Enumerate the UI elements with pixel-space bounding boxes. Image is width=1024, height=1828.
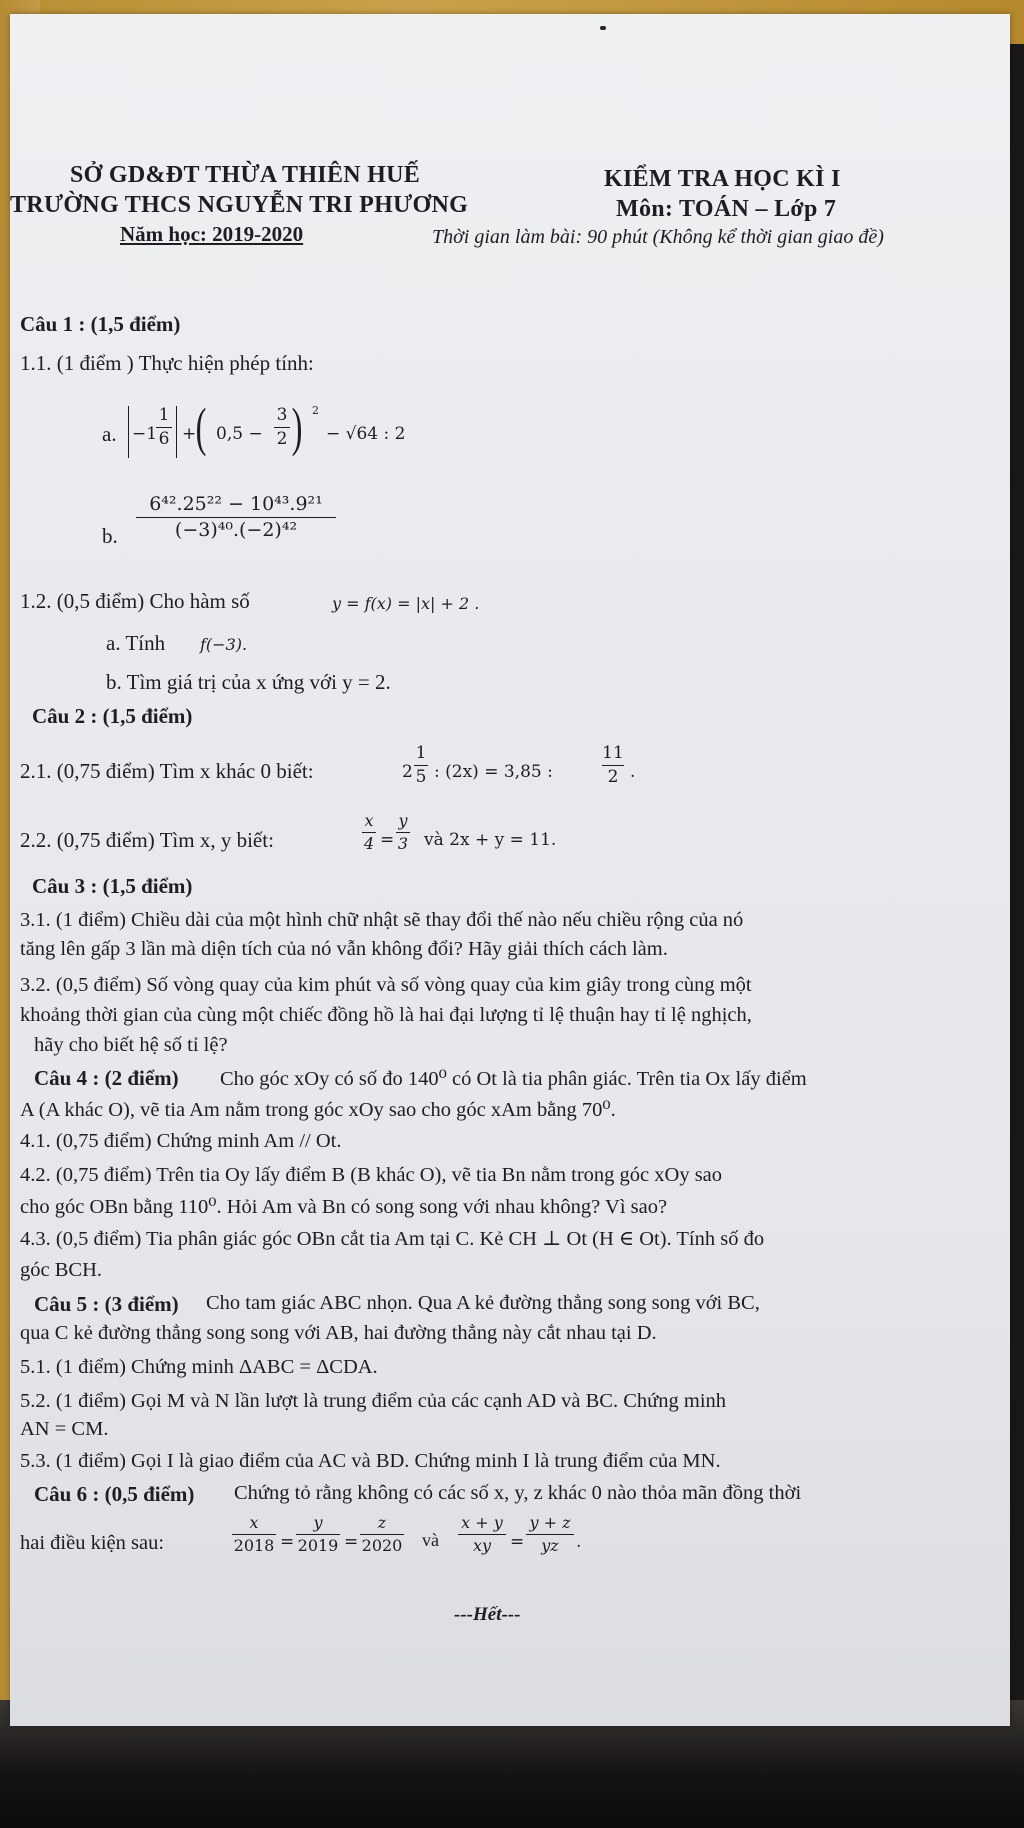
q1a-plus: +: [182, 424, 197, 444]
q6-eq1: =: [280, 1532, 295, 1552]
q6-frac3-den: 2020: [361, 1535, 403, 1555]
q2-part2: 2.2. (0,75 điểm) Tìm x, y biết:: [20, 828, 274, 852]
q2-part2-end: và 2x + y = 11.: [424, 830, 557, 850]
frac-bar: [362, 832, 376, 833]
q2-part1-int: 2: [402, 762, 413, 782]
q3-line4: khoảng thời gian của cùng một chiếc đồng hồ là hai đại lượng tỉ lệ thuận hay tỉ lệ nghịch,: [20, 1004, 752, 1026]
q2-part1-frac2-den: 2: [607, 766, 619, 787]
q1-part2: 1.2. (0,5 điểm) Cho hàm số: [20, 589, 250, 613]
q5-line2: qua C kẻ đường thẳng song song với AB, hai đường thẳng này cắt nhau tại D.: [20, 1322, 657, 1344]
q3-line1: 3.1. (1 điểm) Chiều dài của một hình chữ nhật sẽ thay đổi thế nào nếu chiều rộng của nó: [20, 909, 744, 931]
q5-line1: Cho tam giác ABC nhọn. Qua A kẻ đường thẳng song song với BC,: [206, 1292, 760, 1314]
q5-title: Câu 5 : (3 điểm): [34, 1292, 179, 1316]
q2-part2-frac2-den: 3: [397, 833, 409, 853]
q6-frac4: [458, 1514, 506, 1554]
frac-bar: [458, 1534, 506, 1535]
q6-frac1-num: x: [249, 1513, 259, 1532]
school-year: Năm học: 2019-2020: [120, 222, 304, 246]
q4-line4: 4.2. (0,75 điểm) Trên tia Oy lấy điểm B (B khác O), vẽ tia Bn nằm trong góc xOy sao: [20, 1164, 723, 1186]
q2-part1-end: .: [630, 762, 636, 782]
frac-bar: [156, 427, 172, 428]
q2-part1-frac-den: 5: [415, 766, 427, 787]
q1-part1: 1.1. (1 điểm ) Thực hiện phép tính:: [20, 351, 314, 375]
q1a-inner: 0,5 −: [216, 424, 263, 444]
q4-line5: cho góc OBn bằng 110⁰. Hỏi Am và Bn có song song với nhau không? Vì sao?: [20, 1196, 668, 1218]
q1b-label: b.: [102, 524, 118, 548]
q1a-frac2-den: 2: [276, 428, 288, 449]
q2-part1-frac: [414, 744, 428, 786]
q2-part2-eq: =: [380, 830, 395, 850]
q1a-label: a.: [102, 422, 117, 446]
q5-line3: 5.1. (1 điểm) Chứng minh ΔABC = ΔCDA.: [20, 1356, 378, 1378]
paren-open: (: [195, 397, 207, 457]
frac-bar: [136, 517, 336, 518]
abs-bar-right: [176, 406, 177, 458]
q1a-int: −1: [132, 424, 158, 444]
q6-end: .: [576, 1532, 582, 1552]
q4-line3: 4.1. (0,75 điểm) Chứng minh Am // Ot.: [20, 1130, 342, 1152]
abs-bar-left: [128, 406, 129, 458]
q6-title: Câu 6 : (0,5 điểm): [34, 1482, 195, 1506]
q2-part1-frac2: [602, 744, 624, 786]
paper-speck: [600, 26, 606, 30]
q6-frac4-den: xy: [472, 1535, 492, 1555]
q1a-frac-num: 1: [158, 405, 170, 425]
q6-frac5-den: yz: [541, 1535, 559, 1555]
q1b-num: 6⁴².25²² − 10⁴³.9²¹: [149, 493, 323, 515]
frac-bar: [396, 832, 410, 833]
exam-paper: [10, 14, 1010, 1726]
q1a-frac: [156, 406, 172, 448]
q1-part2a: a. Tính: [106, 631, 166, 655]
q1-part2-math: y = f(x) = |x| + 2 .: [332, 594, 480, 613]
q6-frac1: [232, 1514, 276, 1554]
q6-frac2-num: y: [313, 1513, 323, 1532]
school-name: TRƯỜNG THCS NGUYỄN TRI PHƯƠNG: [10, 192, 469, 218]
time-note: Thời gian làm bài: 90 phút (Không kể thời gian giao đề): [432, 226, 884, 248]
q4-line6: 4.3. (0,5 điểm) Tia phân giác góc OBn cắt tia Am tại C. Kẻ CH ⊥ Ot (H ∈ Ot). Tính số đo: [20, 1228, 765, 1250]
department-name: SỞ GD&ĐT THỪA THIÊN HUẾ: [70, 162, 421, 188]
q1a-frac2: [274, 406, 290, 448]
q2-part1-frac-num: 1: [415, 743, 427, 763]
frac-bar: [526, 1534, 574, 1535]
q6-frac2: [296, 1514, 340, 1554]
q6-frac4-num: x + y: [461, 1513, 503, 1532]
q4-title: Câu 4 : (2 điểm): [34, 1066, 179, 1090]
q2-part1-mid: : (2x) = 3,85 :: [434, 762, 553, 782]
q1a-frac-den: 6: [158, 428, 170, 449]
q2-part1-frac2-num: 11: [602, 743, 624, 763]
end-marker: ---Hết---: [454, 1604, 521, 1625]
q6-frac3: [360, 1514, 404, 1554]
q2-title: Câu 2 : (1,5 điểm): [32, 704, 193, 728]
q6-eq3: =: [510, 1532, 525, 1552]
q2-part2-frac2-num: y: [398, 811, 408, 830]
q2-part2-frac1: [362, 812, 376, 852]
q6-frac2-den: 2019: [297, 1535, 339, 1555]
q6-line2: hai điều kiện sau:: [20, 1532, 165, 1554]
q1a-exp: 2: [312, 404, 319, 417]
frac-bar: [602, 765, 624, 766]
frac-bar: [296, 1534, 340, 1535]
q4-line1: Cho góc xOy có số đo 140⁰ có Ot là tia phân giác. Trên tia Ox lấy điểm: [220, 1068, 807, 1090]
exam-title: KIỂM TRA HỌC KÌ I: [604, 166, 841, 192]
q3-line3: 3.2. (0,5 điểm) Số vòng quay của kim phút và số vòng quay của kim giây trong cùng một: [20, 974, 752, 996]
q3-line5: hãy cho biết hệ số tỉ lệ?: [34, 1034, 228, 1056]
q6-frac3-num: z: [377, 1513, 387, 1532]
q6-and: và: [422, 1530, 439, 1550]
q1b-frac: [136, 494, 336, 541]
q1a-frac2-num: 3: [276, 405, 288, 425]
q2-part2-frac1-num: x: [364, 811, 374, 830]
q5-line6: 5.3. (1 điểm) Gọi I là giao điểm của AC và BD. Chứng minh I là trung điểm của MN.: [20, 1450, 721, 1472]
q5-line5: AN = CM.: [20, 1418, 109, 1440]
q3-title: Câu 3 : (1,5 điểm): [32, 874, 193, 898]
q1a-rest: − √64 : 2: [326, 424, 406, 444]
q6-frac5-num: y + z: [529, 1513, 571, 1532]
paren-close: ): [291, 397, 303, 457]
q6-eq2: =: [344, 1532, 359, 1552]
q6-frac1-den: 2018: [233, 1535, 275, 1555]
q1-title: Câu 1 : (1,5 điểm): [20, 312, 181, 336]
q6-frac5: [526, 1514, 574, 1554]
frac-bar: [232, 1534, 276, 1535]
frac-bar: [414, 765, 428, 766]
q2-part1: 2.1. (0,75 điểm) Tìm x khác 0 biết:: [20, 759, 314, 783]
q1b-den: (−3)⁴⁰.(−2)⁴²: [174, 518, 298, 541]
q3-line2: tăng lên gấp 3 lần mà diện tích của nó vẫn không đổi? Hãy giải thích cách làm.: [20, 938, 668, 960]
q2-part2-frac1-den: 4: [363, 833, 375, 853]
q1-part2b: b. Tìm giá trị của x ứng với y = 2.: [106, 670, 391, 694]
frac-bar: [360, 1534, 404, 1535]
q4-line7: góc BCH.: [20, 1259, 102, 1281]
frac-bar: [274, 427, 290, 428]
q5-line4: 5.2. (1 điểm) Gọi M và N lần lượt là trung điểm của các cạnh AD và BC. Chứng minh: [20, 1390, 727, 1412]
q2-part2-frac2: [396, 812, 410, 852]
q6-line1: Chứng tỏ rằng không có các số x, y, z khác 0 nào thỏa mãn đồng thời: [234, 1482, 802, 1504]
q4-line2: A (A khác O), vẽ tia Am nằm trong góc xOy sao cho góc xAm bằng 70⁰.: [20, 1099, 616, 1121]
subject: Môn: TOÁN – Lớp 7: [616, 196, 837, 222]
q1-part2a-math: f(−3).: [200, 635, 248, 654]
